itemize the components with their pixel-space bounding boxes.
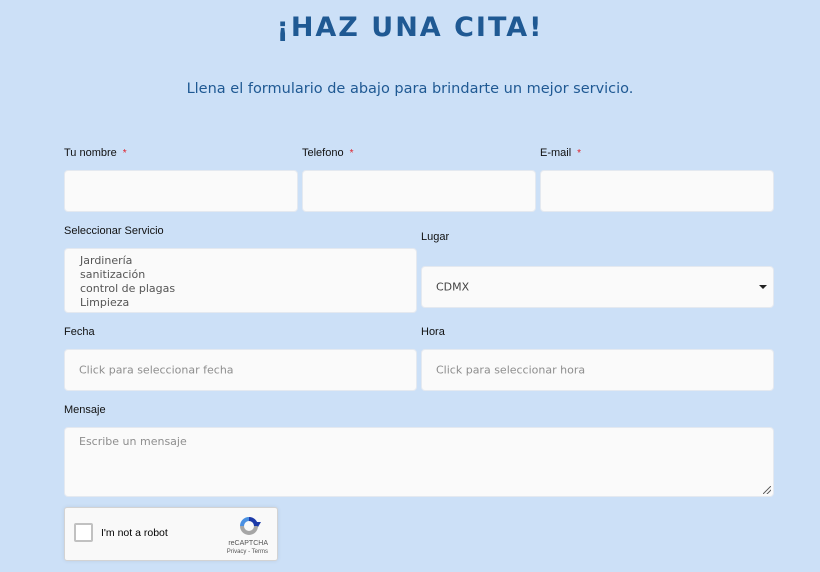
time-input[interactable] bbox=[421, 349, 774, 391]
location-select[interactable] bbox=[421, 266, 774, 308]
location-selected-value: CDMX bbox=[436, 280, 470, 294]
recaptcha-logo-icon bbox=[237, 514, 261, 538]
email-input[interactable] bbox=[540, 170, 774, 212]
name-input[interactable] bbox=[64, 170, 298, 212]
name-label bbox=[64, 147, 127, 159]
recaptcha-widget bbox=[64, 507, 278, 561]
page-subtitle: Llena el formulario de abajo para brindarte un mejor servicio. bbox=[186, 81, 634, 97]
message-textarea[interactable] bbox=[64, 427, 774, 497]
phone-input[interactable] bbox=[302, 170, 536, 212]
required-mark: * bbox=[122, 148, 127, 159]
date-placeholder: Click para seleccionar fecha bbox=[79, 363, 234, 377]
message-label: Mensaje bbox=[64, 404, 106, 416]
service-label: Seleccionar Servicio bbox=[64, 225, 164, 237]
phone-label bbox=[302, 147, 354, 159]
recaptcha-brand: reCAPTCHA bbox=[228, 540, 268, 547]
required-mark: * bbox=[349, 148, 354, 159]
chevron-down-icon bbox=[759, 285, 767, 289]
service-option[interactable]: sanitización bbox=[80, 268, 146, 281]
location-label: Lugar bbox=[421, 231, 450, 243]
email-label-text: E-mail bbox=[540, 147, 572, 159]
resize-handle-icon[interactable] bbox=[763, 486, 771, 494]
phone-label-text: Telefono bbox=[302, 147, 344, 159]
recaptcha-label: I'm not a robot bbox=[101, 527, 168, 539]
service-option[interactable]: control de plagas bbox=[80, 282, 176, 295]
time-label: Hora bbox=[421, 326, 445, 338]
time-placeholder: Click para seleccionar hora bbox=[436, 363, 586, 377]
date-label: Fecha bbox=[64, 326, 95, 338]
required-mark: * bbox=[577, 148, 582, 159]
message-placeholder: Escribe un mensaje bbox=[79, 435, 187, 448]
recaptcha-checkbox[interactable] bbox=[74, 523, 93, 542]
recaptcha-privacy-terms-link[interactable]: Privacy - Terms bbox=[226, 549, 268, 555]
service-option[interactable]: Limpieza bbox=[80, 296, 130, 309]
page-title: ¡HAZ UNA CITA! bbox=[276, 12, 544, 43]
service-option[interactable]: Jardinería bbox=[80, 254, 133, 267]
email-label bbox=[540, 147, 581, 159]
date-input[interactable] bbox=[64, 349, 417, 391]
service-multiselect[interactable] bbox=[64, 248, 417, 313]
name-label-text: Tu nombre bbox=[64, 147, 117, 159]
